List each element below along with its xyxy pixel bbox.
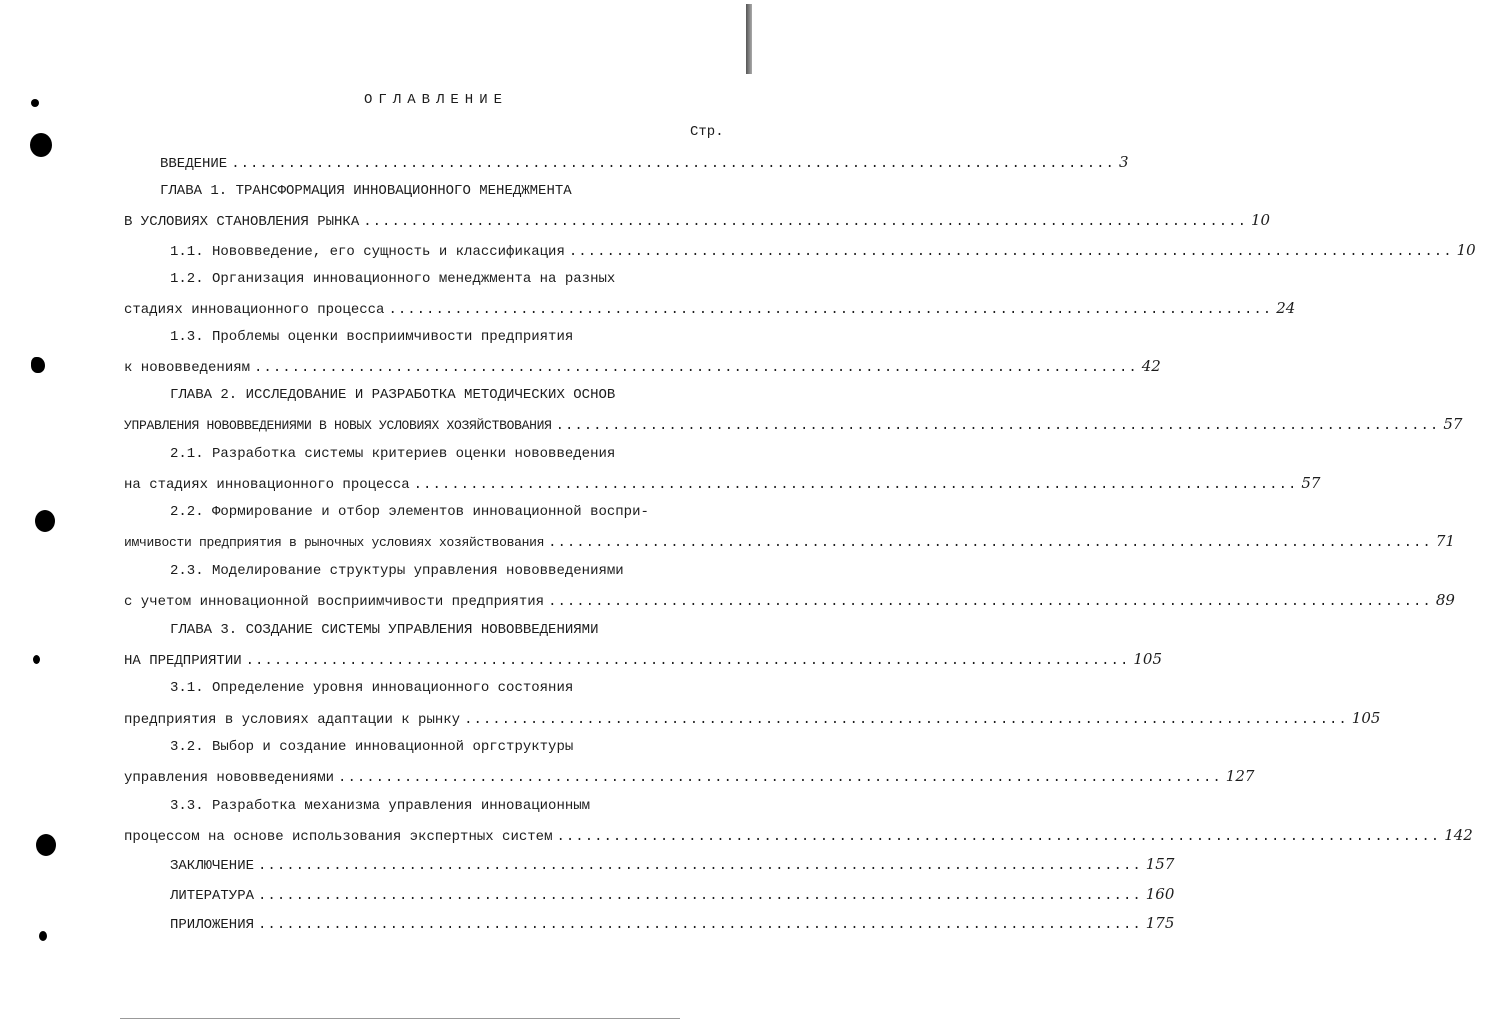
scan-blot [31, 357, 45, 373]
toc-entry: имчивости предприятия в рыночных условиях хозяйствования .............................................................................................. 71 [124, 532, 1455, 551]
toc-entry: ГЛАВА 2. ИССЛЕДОВАНИЕ И РАЗРАБОТКА МЕТОДИЧЕСКИХ ОСНОВ [170, 387, 616, 403]
toc-entry: В УСЛОВИЯХ СТАНОВЛЕНИЯ РЫНКА .............................................................................................. 10 [124, 211, 1271, 230]
toc-entry: 1.3. Проблемы оценки восприимчивости предприятия [170, 329, 574, 345]
toc-entry: 1.2. Организация инновационного менеджмента на разных [170, 271, 616, 287]
page-column-label: Стр. [690, 124, 724, 140]
toc-entry: 3.2. Выбор и создание инновационной оргструктуры [170, 739, 574, 755]
toc-entry: УПРАВЛЕНИЯ НОВОВВЕДЕНИЯМИ В НОВЫХ УСЛОВИЯХ ХОЗЯЙСТВОВАНИЯ .............................................................................................. 57 [124, 415, 1463, 434]
toc-entry: 2.2. Формирование и отбор элементов инновационной воспри- [170, 504, 649, 520]
toc-entry: на стадиях инновационного процесса .............................................................................................. 57 [124, 474, 1321, 493]
toc-entry: к нововведениям .............................................................................................. 42 [124, 357, 1161, 376]
toc-entry: процессом на основе использования экспертных систем .............................................................................................. 142 [124, 826, 1473, 845]
toc-entry: с учетом инновационной восприимчивости предприятия .............................................................................................. 89 [124, 591, 1455, 610]
binder-hole-dot [39, 931, 47, 941]
toc-entry: 3.1. Определение уровня инновационного состояния [170, 680, 574, 696]
binder-hole [35, 510, 55, 532]
toc-entry: 3.3. Разработка механизма управления инновационным [170, 798, 591, 814]
binder-hole [36, 834, 56, 856]
scan-edge-mark [746, 4, 752, 74]
page-title: ОГЛАВЛЕНИЕ [363, 92, 508, 108]
toc-entry: ГЛАВА 3. СОЗДАНИЕ СИСТЕМЫ УПРАВЛЕНИЯ НОВОВВЕДЕНИЯМИ [170, 622, 599, 638]
toc-entry: 1.1. Нововведение, его сущность и классификация .............................................................................................. 10 [170, 241, 1476, 260]
scan-bottom-line [120, 1018, 680, 1019]
toc-entry: ГЛАВА 1. ТРАНСФОРМАЦИЯ ИННОВАЦИОННОГО МЕНЕДЖМЕНТА [160, 183, 572, 199]
binder-hole [30, 133, 52, 157]
toc-entry: ВВЕДЕНИЕ .............................................................................................. 3 [160, 153, 1129, 172]
toc-entry: 2.3. Моделирование структуры управления нововведениями [170, 563, 624, 579]
toc-entry: ЗАКЛЮЧЕНИЕ .............................................................................................. 157 [170, 855, 1175, 874]
toc-entry: 2.1. Разработка системы критериев оценки нововведения [170, 446, 616, 462]
toc-entry: ЛИТЕРАТУРА .............................................................................................. 160 [170, 885, 1175, 904]
binder-hole-dot [33, 655, 40, 664]
toc-entry: управления нововведениями .............................................................................................. 127 [124, 767, 1255, 786]
toc-entry: ПРИЛОЖЕНИЯ .............................................................................................. 175 [170, 914, 1175, 933]
toc-entry: предприятия в условиях адаптации к рынку .............................................................................................. 105 [124, 709, 1381, 728]
toc-entry: стадиях инновационного процесса .............................................................................................. 24 [124, 299, 1296, 318]
toc-entry: НА ПРЕДПРИЯТИИ .............................................................................................. 105 [124, 650, 1162, 669]
